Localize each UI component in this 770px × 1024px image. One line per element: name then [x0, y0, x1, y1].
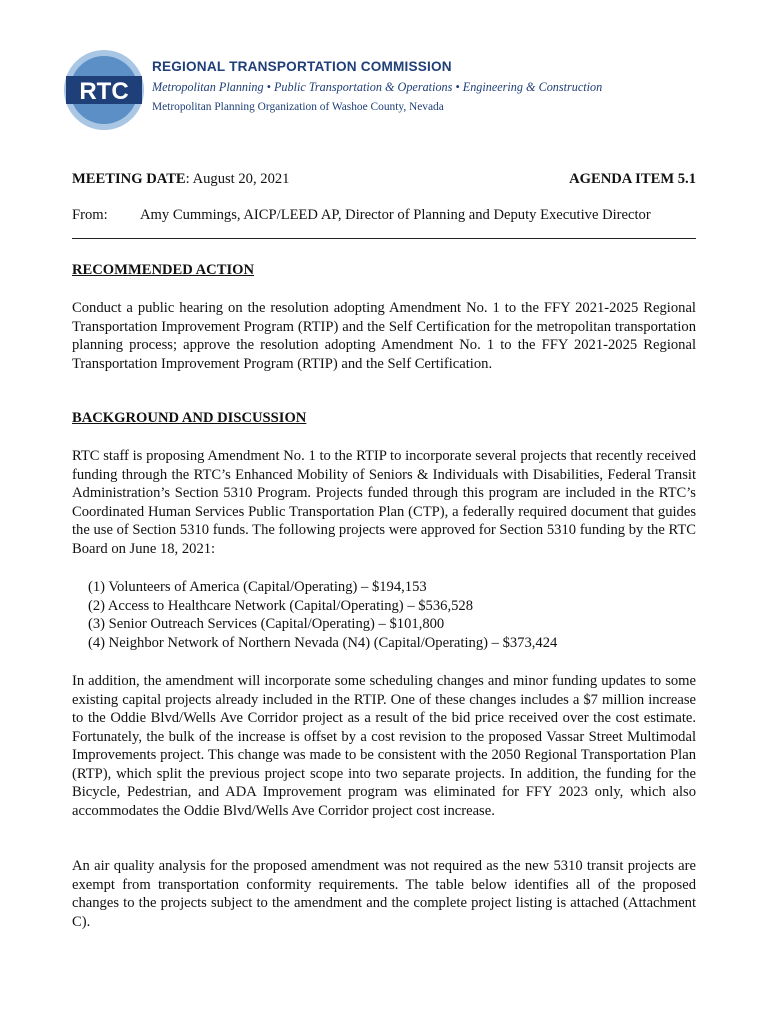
from-line: [72, 207, 696, 224]
from-value: Amy Cummings, AICP/LEED AP, Director of Planning and Deputy Executive Director: [140, 207, 651, 223]
letterhead: [62, 48, 682, 128]
org-tagline: Metropolitan Planning • Public Transportation & Operations • Engineering & Construction: [152, 80, 603, 94]
org-name: REGIONAL TRANSPORTATION COMMISSION: [152, 59, 452, 74]
background-paragraph-2: In addition, the amendment will incorporate some scheduling changes and minor funding updates to some existing capital projects already included in the RTIP. One of these changes includes a $7 million increase to the Oddie Blvd/Wells Ave Corridor project as a result of the bid price received over the cost estimate. Fortunately, the bulk of the increase is offset by a cost revision to the proposed Vassar Street Multimodal Improvements project. This change was made to be consistent with the 2050 Regional Transportation Plan (RTP), which split the previous project scope into two separate projects. In addition, the funding for the Bicycle, Pedestrian, and ADA Improvement program was eliminated for FFY 2023 only, which also accommodates the Oddie Blvd/Wells Ave Corridor project cost increase.: [72, 673, 696, 819]
meeting-date-value: : August 20, 2021: [185, 171, 290, 187]
recommended-action-heading: RECOMMENDED ACTION: [72, 262, 255, 278]
background-paragraph-3: An air quality analysis for the proposed amendment was not required as the new 5310 transit projects are exempt from transportation conformity requirements. The table below identifies all of the proposed changes to the projects subject to the amendment and the complete project listing is attached (Attachment C).: [72, 858, 696, 930]
list-item: (1) Volunteers of America (Capital/Operating) – $194,153: [88, 579, 427, 595]
list-item: (2) Access to Healthcare Network (Capital/Operating) – $536,528: [88, 597, 473, 614]
project-list: [88, 578, 557, 652]
recommended-action-text: Conduct a public hearing on the resolution adopting Amendment No. 1 to the FFY 2021-2025 Regional Transportation Improvement Program (RTIP) and the Self Certification for the metropolitan transportation planning process; approve the resolution adopting Amendment No. 1 to the FFY 2021-2025 Regional Transportation Improvement Program (RTIP) and the Self Certification.: [72, 300, 696, 372]
background-intro: RTC staff is proposing Amendment No. 1 to the RTIP to incorporate several projects that recently received funding through the RTC’s Enhanced Mobility of Seniors & Individuals with Disabilities, Federal Transit Administration’s Section 5310 Program. Projects funded through this program are included in the RTC’s Coordinated Human Services Public Transportation Plan (CTP), a federally required document that guides the use of Section 5310 funds. The following projects were approved for Section 5310 funding by the RTC Board on June 18, 2021:: [72, 448, 696, 557]
meeting-date-line: [72, 171, 696, 188]
rtc-logo: [62, 48, 146, 132]
logo-text: RTC: [79, 78, 129, 105]
header-divider: [72, 238, 696, 239]
agenda-item: AGENDA ITEM 5.1: [569, 171, 696, 187]
background-heading: BACKGROUND AND DISCUSSION: [72, 410, 307, 426]
list-item: (3) Senior Outreach Services (Capital/Operating) – $101,800: [88, 616, 445, 632]
list-item: (4) Neighbor Network of Northern Nevada (N4) (Capital/Operating) – $373,424: [88, 634, 558, 651]
from-label: From:: [72, 207, 108, 223]
mpo-name: Metropolitan Planning Organization of Washoe County, Nevada: [152, 101, 444, 113]
meeting-date-label: MEETING DATE: [72, 171, 186, 187]
